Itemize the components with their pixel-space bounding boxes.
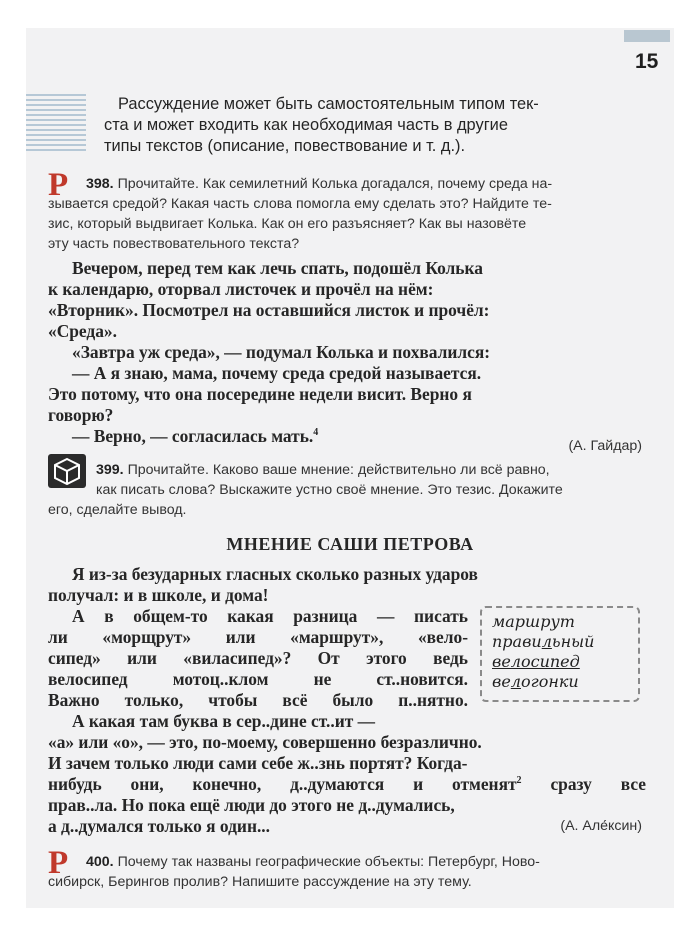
r-badge-400: Р [48,845,69,881]
story-line: велосипед мотоц..клом не ст..новится. [48,669,468,689]
task-number: 399. [96,462,124,478]
story-aleksin-tail [48,711,646,837]
author-aleksin: (А. Але́ксин) [560,818,642,834]
task-line: эту часть повествовательного текста? [48,236,300,252]
dictionary-word [492,672,630,692]
word-part: ве [492,672,511,691]
task-line: как писать слова? Выскажите устно своё мнение. Это тезис. Докажите [96,482,563,498]
page-corner-tab [624,30,670,42]
story-line: «а» или «о», — это, по-моему, совершенно безразлично. [48,732,482,752]
page-number: 15 [635,50,659,73]
rule-lines-icon [26,94,86,154]
story-line: прав..ла. Но пока ещё люди до этого не д..думались, [48,795,455,815]
story-text: — Верно, — согласилась мать. [72,426,314,446]
task-398 [48,174,646,254]
task-line: зис, который выдвигает Колька. Как он его разъясняет? Как вы назовёте [48,216,527,232]
underlined-word: велосипед [492,652,580,671]
rule-line: Рассуждение может быть самостоятельным типом тек- [118,95,539,113]
story-line: говорю? [48,405,114,425]
author-gaidar: (А. Гайдар) [568,438,642,454]
story-line [48,426,646,447]
story-line: Я из-за безударных гласных сколько разных ударов [72,564,478,584]
task-line: сибирск, Берингов пролив? Напишите рассуждение на эту тему. [48,874,472,890]
dictionary-word: маршрут [492,612,575,631]
story-line: ли «морщрут» или «маршрут», «вело- [48,627,468,647]
story-text: сразу все [550,774,646,794]
word-part: прави [492,632,542,651]
story-line: Важно только, чтобы всё было п..нятно. [48,690,468,710]
task-text: Прочитайте. Как семилетний Колька догадался, почему среда на- [117,176,553,192]
task-line: зывается средой? Какая часть слова помогла ему сделать это? Найдите те- [48,196,552,212]
underlined-letter: л [541,632,552,651]
underlined-letter: л [510,672,521,691]
rule-text [104,94,644,157]
task-line: его, сделайте вывод. [48,502,187,518]
task-line [48,174,646,194]
story-line: — А я знаю, мама, почему среда средой называется. [72,363,482,383]
story-gaidar [48,258,646,447]
task-400 [48,852,646,892]
story-line: «Вторник». Посмотрел на оставшийся листок и прочёл: [48,300,490,320]
footnote-mark: 4 [313,427,319,439]
footnote-mark: 2 [516,775,522,787]
task-number: 398. [86,176,114,192]
story-line: получал: и в школе, и дома! [48,585,269,605]
story-line: И зачем только люди сами себе ж..знь портят? Когда- [48,753,468,773]
dictionary-word [492,652,630,672]
story-line: А в общем-то какая разница — писать [72,606,468,626]
story-text: нибудь они, конечно, д..думаются и отменят [48,774,517,794]
story-line: Вечером, перед тем как лечь спать, подошёл Колька [72,258,483,278]
story-line: сипед» или «виласипед»? От этого ведь [48,648,468,668]
story-line: А какая там буква в сер..дине ст..ит — [72,711,376,731]
story-line: а д..думался только я один... [48,816,271,836]
task-399 [48,460,646,520]
rule-line: типы текстов (описание, повествование и т. д.). [104,137,466,155]
word-part: огонки [520,672,579,691]
section-title: МНЕНИЕ САШИ ПЕТРОВА [226,534,474,554]
story-line: Это потому, что она посередине недели висит. Верно я [48,384,472,404]
story-line: «Среда». [48,321,117,341]
task-text: Прочитайте. Каково ваше мнение: действительно ли всё равно, [127,462,550,478]
dictionary-word [492,632,630,652]
task-text: Почему так названы географические объекты: Петербург, Ново- [117,854,540,870]
rule-line: ста и может входить как необходимая часть в другие [104,116,508,134]
r-badge-398: Р [48,167,69,203]
task-line [48,852,646,872]
story-aleksin-narrow [48,606,468,711]
task-number: 400. [86,854,114,870]
story-line [48,774,646,795]
story-line: «Завтра уж среда», — подумал Колька и похвалился: [72,342,491,362]
dictionary-word-box [480,606,640,702]
story-aleksin [48,564,646,606]
word-part: ьный [551,632,595,651]
task-line [48,460,646,480]
story-line: к календарю, оторвал листочек и прочёл на нём: [48,279,434,299]
